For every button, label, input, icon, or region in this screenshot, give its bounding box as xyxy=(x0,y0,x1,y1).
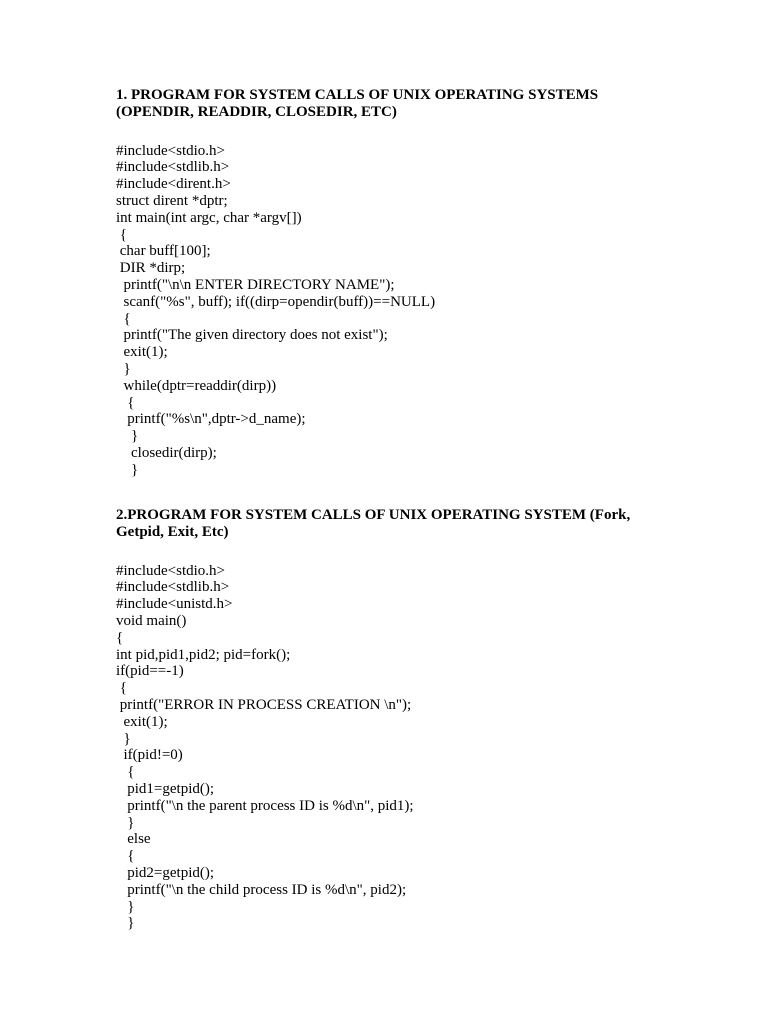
code-line: DIR *dirp; xyxy=(116,260,186,277)
code-line: pid2=getpid(); xyxy=(116,864,215,881)
code-line: else xyxy=(116,831,151,848)
code-line: { xyxy=(116,629,124,646)
code-line: if(pid!=0) xyxy=(116,747,183,764)
code-line: scanf("%s", buff); if((dirp=opendir(buff))==NULL) xyxy=(116,293,436,310)
section-2 xyxy=(116,507,676,932)
heading-line: Getpid, Exit, Etc) xyxy=(116,523,229,540)
code-line: } xyxy=(116,915,135,932)
code-line: printf("The given directory does not exist"); xyxy=(116,327,388,344)
code-line: printf("%s\n",dptr->d_name); xyxy=(116,411,306,428)
code-line: } xyxy=(116,814,135,831)
code-line: #include<stdlib.h> xyxy=(116,159,230,176)
code-line: printf("\n\n ENTER DIRECTORY NAME"); xyxy=(116,276,395,293)
code-line: #include<stdio.h> xyxy=(116,142,225,159)
code-line: while(dptr=readdir(dirp)) xyxy=(116,377,277,394)
code-line: { xyxy=(116,848,135,865)
code-line: { xyxy=(116,764,135,781)
code-line: closedir(dirp); xyxy=(116,444,217,461)
code-line: { xyxy=(116,310,131,327)
section-1-code xyxy=(116,143,676,479)
heading-line: 1. PROGRAM FOR SYSTEM CALLS OF UNIX OPERATING SYSTEMS xyxy=(116,87,599,103)
code-line: { xyxy=(116,680,127,697)
code-line: } xyxy=(116,360,131,377)
code-line: printf("\n the parent process ID is %d\n", pid1); xyxy=(116,797,414,814)
section-1 xyxy=(116,87,676,479)
code-line: int main(int argc, char *argv[]) xyxy=(116,209,302,226)
code-line: printf("\n the child process ID is %d\n", pid2); xyxy=(116,881,407,898)
code-line: printf("ERROR IN PROCESS CREATION \n"); xyxy=(116,696,412,713)
code-line: char buff[100]; xyxy=(116,243,211,260)
section-2-code xyxy=(116,563,676,933)
code-line: struct dirent *dptr; xyxy=(116,192,228,209)
code-line: #include<unistd.h> xyxy=(116,596,233,613)
code-line: void main() xyxy=(116,612,187,629)
code-line: exit(1); xyxy=(116,344,168,361)
code-line: } xyxy=(116,898,135,915)
code-line: #include<stdio.h> xyxy=(116,562,225,579)
code-line: #include<dirent.h> xyxy=(116,176,231,193)
code-line: } xyxy=(116,428,139,445)
code-line: { xyxy=(116,226,127,243)
section-1-heading xyxy=(116,87,676,121)
heading-line: 2.PROGRAM FOR SYSTEM CALLS OF UNIX OPERATING SYSTEM (Fork, xyxy=(116,507,631,523)
code-line: #include<stdlib.h> xyxy=(116,579,230,596)
code-line: } xyxy=(116,461,139,478)
code-line: exit(1); xyxy=(116,713,168,730)
code-line: pid1=getpid(); xyxy=(116,780,215,797)
code-line: int pid,pid1,pid2; pid=fork(); xyxy=(116,646,291,663)
section-2-heading xyxy=(116,507,676,541)
code-line: { xyxy=(116,394,135,411)
heading-line: (OPENDIR, READDIR, CLOSEDIR, ETC) xyxy=(116,103,397,120)
code-line: } xyxy=(116,730,131,747)
code-line: if(pid==-1) xyxy=(116,663,184,680)
